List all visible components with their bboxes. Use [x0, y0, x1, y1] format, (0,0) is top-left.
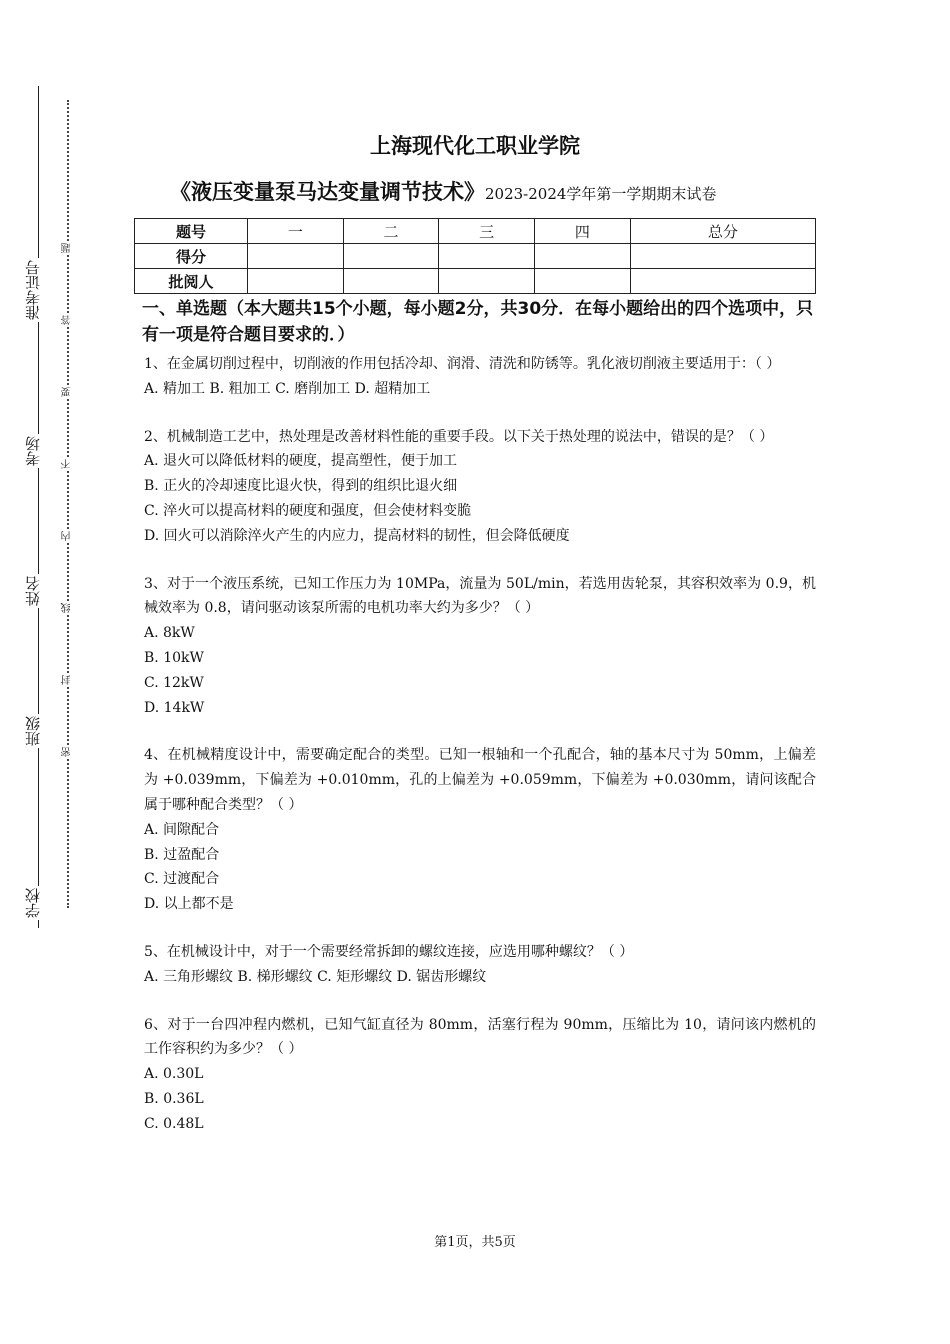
col-header: 二	[343, 219, 439, 244]
option-a: A. 退火可以降低材料的硬度，提高塑性，便于加工	[144, 453, 458, 470]
question-stem: 1、在金属切削过程中，切削液的作用包括冷却、润滑、清洗和防锈等。乳化液切削液主要适用于：（ ）	[144, 356, 781, 372]
score-cell	[630, 244, 815, 269]
term-text: 2023-2024学年第一学期期末试卷	[485, 185, 717, 203]
option-d: D. 回火可以消除淬火产生的内应力，提高材料的韧性，但会降低硬度	[144, 527, 570, 544]
question-stem: 5、在机械设计中，对于一个需要经常拆卸的螺纹连接，应选用哪种螺纹？（ ）	[144, 943, 634, 960]
exam-title	[170, 176, 716, 206]
seal-dotted-line	[67, 100, 69, 908]
score-cell	[535, 244, 631, 269]
option-d: D. 14kW	[144, 699, 205, 716]
seal-char: 内	[60, 530, 76, 542]
option-a: A. 0.30L	[144, 1066, 204, 1083]
row-header: 得分	[135, 244, 248, 269]
option-c: C. 12kW	[144, 674, 204, 691]
question-options: A. 精加工 B. 粗加工 C. 磨削加工 D. 超精加工	[144, 380, 431, 397]
option-a: A. 间隙配合	[144, 821, 220, 838]
grader-cell	[630, 269, 815, 294]
label-class: 班级	[22, 714, 52, 748]
score-cell	[343, 244, 439, 269]
label-exam-id: 准考证号	[22, 258, 52, 322]
seal-char: 线	[60, 602, 76, 614]
option-c: C. 淬火可以提高材料的硬度和强度，但会使材料变脆	[144, 502, 472, 519]
col-header: 题号	[135, 219, 248, 244]
col-header: 总分	[630, 219, 815, 244]
question-1	[144, 352, 816, 402]
score-cell	[439, 244, 535, 269]
question-5	[144, 940, 816, 990]
school-title: 上海现代化工职业学院	[370, 134, 580, 158]
score-row	[135, 244, 816, 269]
option-d: D. 以上都不是	[144, 896, 234, 913]
label-school: 学校	[22, 886, 52, 920]
grader-cell	[248, 269, 344, 294]
option-b: B. 10kW	[144, 649, 204, 666]
option-b: B. 0.36L	[144, 1090, 204, 1107]
binding-solid-line	[38, 86, 39, 928]
question-6	[144, 1013, 816, 1137]
question-stem: 2、机械制造工艺中，热处理是改善材料性能的重要手段。以下关于热处理的说法中，错误的是？（ ）	[144, 428, 774, 445]
label-exam-room: 考场	[22, 434, 52, 468]
score-header-row	[135, 219, 816, 244]
seal-char: 答	[60, 314, 76, 326]
col-header: 三	[439, 219, 535, 244]
grader-cell	[343, 269, 439, 294]
question-4	[144, 743, 816, 917]
option-c: C. 过渡配合	[144, 871, 220, 888]
grader-row	[135, 269, 816, 294]
page-footer: 第1页，共5页	[434, 1235, 516, 1250]
question-2	[144, 425, 816, 549]
seal-char: 要	[60, 386, 76, 398]
label-name: 姓名	[22, 574, 52, 608]
seal-char: 不	[60, 458, 76, 470]
exam-content	[144, 296, 816, 1160]
question-options: A. 三角形螺纹 B. 梯形螺纹 C. 矩形螺纹 D. 锯齿形螺纹	[144, 968, 487, 985]
option-b: B. 正火的冷却速度比退火快，得到的组织比退火细	[144, 478, 458, 495]
score-table	[134, 218, 816, 294]
option-b: B. 过盈配合	[144, 846, 220, 863]
seal-char: 题	[60, 242, 76, 254]
grader-cell	[439, 269, 535, 294]
question-3	[144, 572, 816, 721]
row-header: 批阅人	[135, 269, 248, 294]
question-stem: 3、对于一个液压系统，已知工作压力为 10MPa，流量为 50L/min，若选用齿轮泵，其容积效率为 0.9，机械效率为 0.8，请问驱动该泵所需的电机功率大约为多少？（ ）	[144, 575, 816, 617]
question-stem: 4、在机械精度设计中，需要确定配合的类型。已知一根轴和一个孔配合，轴的基本尺寸为 50mm，上偏差为 +0.039mm，下偏差为 +0.010mm，孔的上偏差为 +0.059mm，下偏差为 +0.030mm，请问该配合属于哪种配合类型？（ ）	[144, 747, 816, 813]
binding-strip	[0, 0, 90, 1344]
course-name: 《液压变量泵马达变量调节技术》	[170, 180, 485, 204]
col-header: 四	[535, 219, 631, 244]
col-header: 一	[248, 219, 344, 244]
section-heading: 一、单选题（本大题共15个小题，每小题2分，共30分．在每小题给出的四个选项中，只有一项是符合题目要求的．）	[142, 299, 814, 345]
seal-char: 密	[60, 746, 76, 758]
seal-char: 封	[60, 674, 76, 686]
option-c: C. 0.48L	[144, 1115, 204, 1132]
grader-cell	[535, 269, 631, 294]
question-stem: 6、对于一台四冲程内燃机，已知气缸直径为 80mm，活塞行程为 90mm，压缩比为 10，请问该内燃机的工作容积约为多少？（ ）	[144, 1016, 816, 1058]
option-a: A. 8kW	[144, 625, 195, 642]
score-cell	[248, 244, 344, 269]
